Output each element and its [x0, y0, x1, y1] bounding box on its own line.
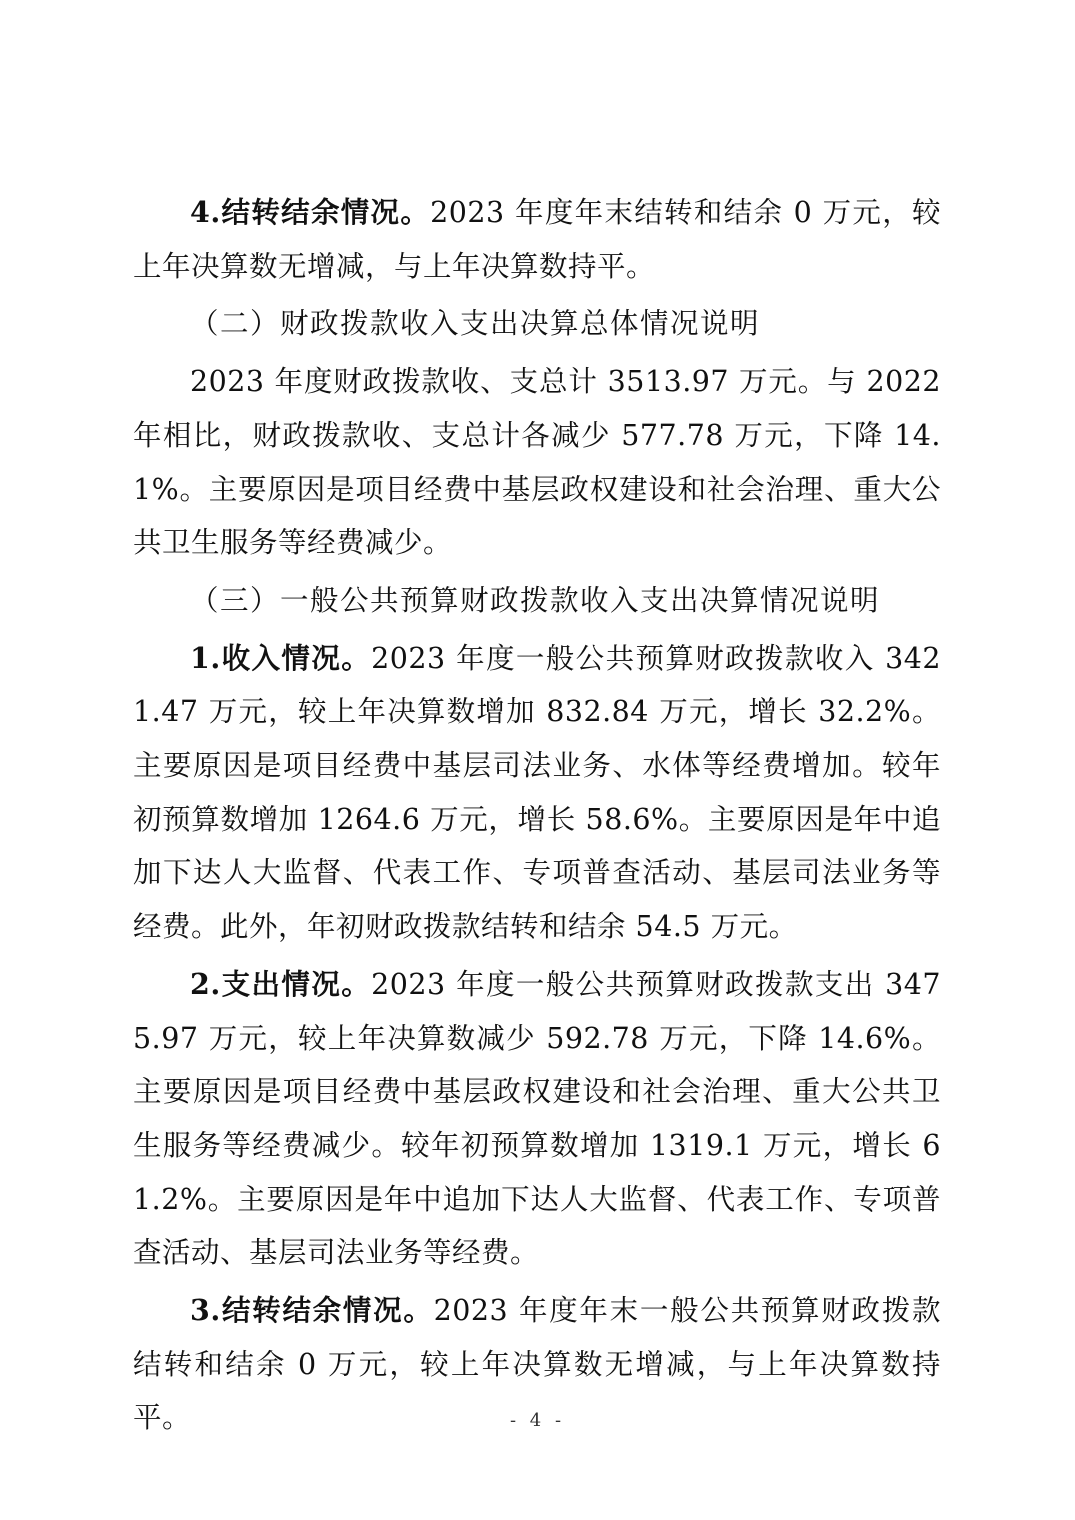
paragraph-carryover-summary	[133, 186, 941, 293]
paragraph-lead: 1.收入情况。	[190, 640, 372, 675]
paragraph-text: 2023 年度一般公共预算财政拨款支出 3475.97 万元，较上年决算数减少 592.78 万元，下降 14.6%。主要原因是项目经费中基层政权建设和社会治理、重大公共卫生服务等经费减少。较年初预算数增加 1319.1 万元，增长 61.2%。主要原因是年中追加下达人大监督、代表工作、专项普查活动、基层司法业务等经费。	[133, 967, 941, 1270]
page-number: - 4 -	[509, 1410, 566, 1431]
paragraph-fiscal-overview	[133, 355, 941, 570]
section-heading-text: （二）财政拨款收入支出决算总体情况说明	[190, 307, 761, 341]
paragraph-text: 2023 年度一般公共预算财政拨款收入 3421.47 万元，较上年决算数增加 832.84 万元，增长 32.2%。主要原因是项目经费中基层司法业务、水体等经费增加。较年初预算数增加 1264.6 万元，增长 58.6%。主要原因是年中追加下达人大监督、代表工作、专项普查活动、基层司法业务等经费。此外，年初财政拨款结转和结余 54.5 万元。	[133, 641, 941, 944]
paragraph-income	[133, 632, 941, 954]
paragraph-text: 2023 年度财政拨款收、支总计 3513.97 万元。与 2022 年相比，财政拨款收、支总计各减少 577.78 万元，下降 14.1%。主要原因是项目经费中基层政权建设和社会治理、重大公共卫生服务等经费减少。	[133, 365, 941, 560]
paragraph-lead: 3.结转结余情况。	[190, 1293, 434, 1328]
section-heading-fiscal-overview	[133, 297, 941, 351]
paragraph-text: 2023 年度年末一般公共预算财政拨款结转和结余 0 万元，较上年决算数无增减，与上年决算数持平。	[133, 1294, 941, 1435]
document-body	[133, 186, 941, 1445]
section-heading-general-budget	[133, 574, 941, 628]
paragraph-text: 2023 年度年末结转和结余 0 万元，较上年决算数无增减，与上年决算数持平。	[133, 196, 941, 283]
paragraph-lead: 2.支出情况。	[190, 966, 372, 1001]
section-heading-text: （三）一般公共预算财政拨款收入支出决算情况说明	[190, 583, 881, 617]
paragraph-lead: 4.结转结余情况。	[190, 195, 431, 229]
paragraph-expenditure	[133, 958, 941, 1280]
